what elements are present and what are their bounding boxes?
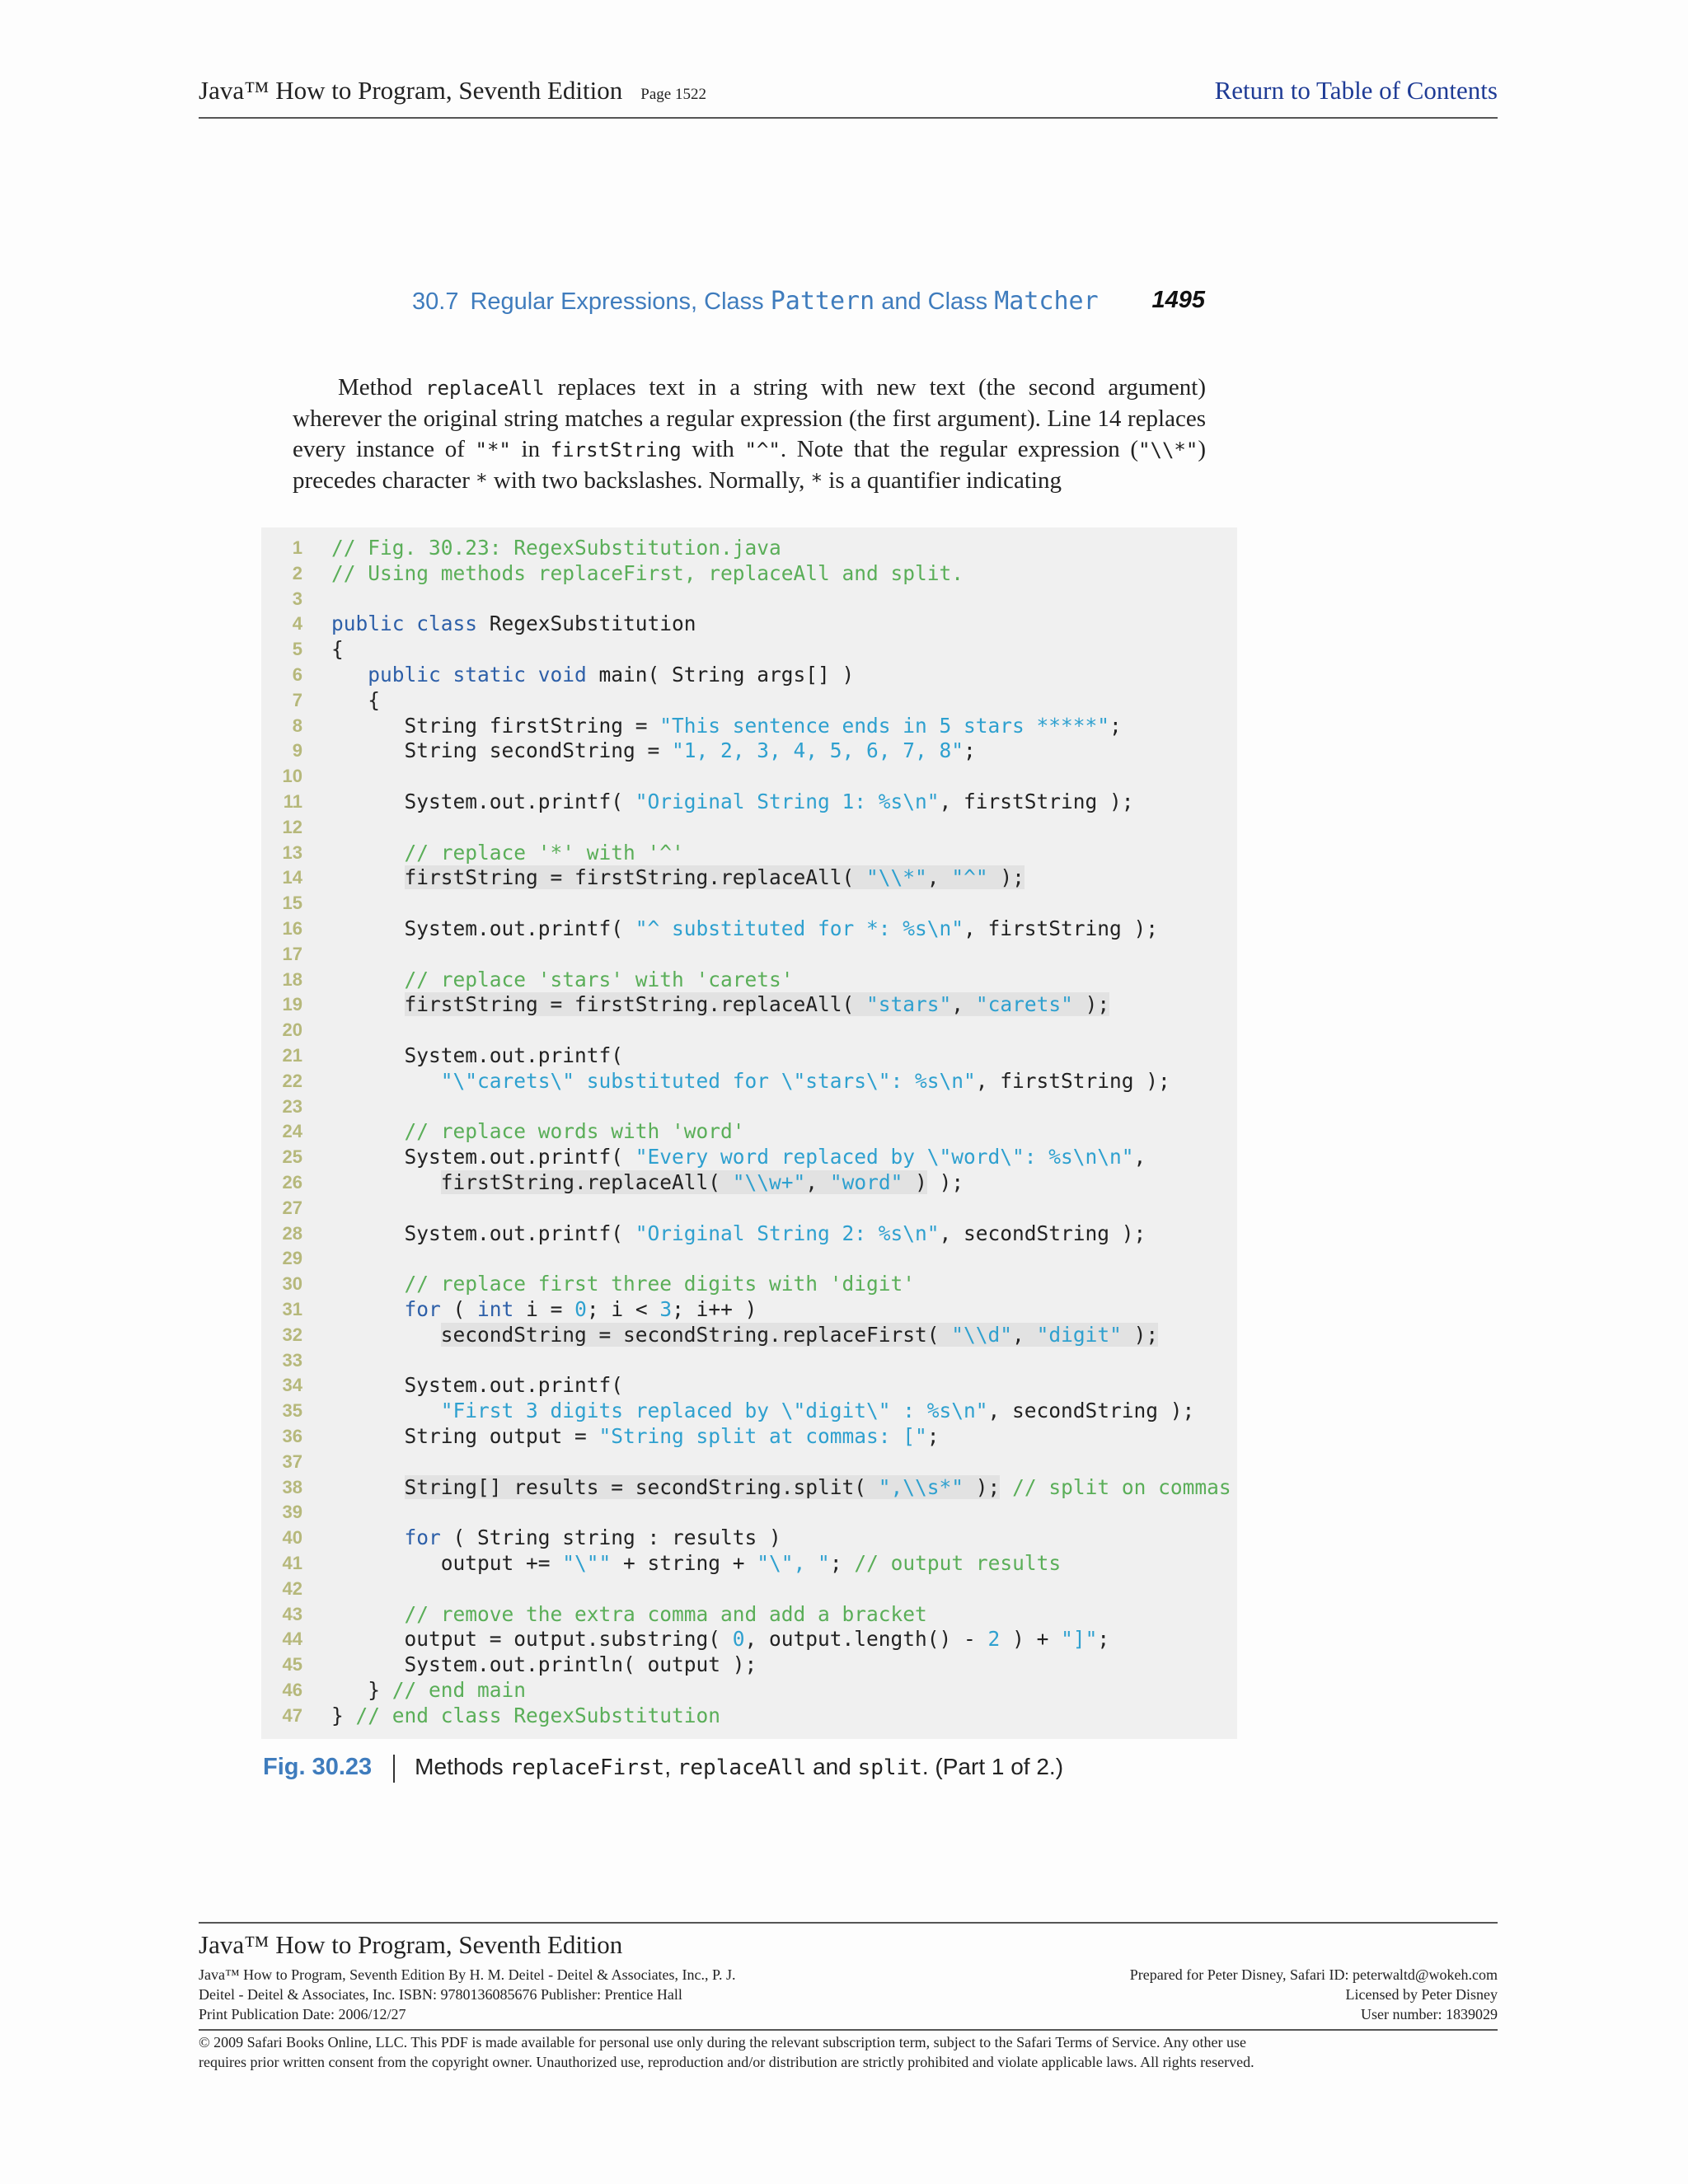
code-line: System.out.printf( xyxy=(331,1373,624,1398)
line-number: 12 xyxy=(282,816,302,837)
code-line: { xyxy=(331,637,344,662)
code-line: // replace 'stars' with 'carets' xyxy=(404,967,794,991)
line-number: 31 xyxy=(282,1299,302,1319)
line-number: 22 xyxy=(282,1070,302,1091)
line-number: 19 xyxy=(282,994,302,1015)
footer-prepared-for: Prepared for Peter Disney, Safari ID: peterwaltd@wokeh.com xyxy=(1129,1966,1498,1983)
code-line: output = output.substring( 0, output.length() - 2 ) + "]"; xyxy=(331,1627,1110,1652)
line-number: 23 xyxy=(282,1095,302,1117)
line-number: 14 xyxy=(282,867,302,888)
line-number: 17 xyxy=(282,943,302,964)
caption-divider xyxy=(393,1755,395,1783)
line-number: 35 xyxy=(282,1400,302,1422)
code-line: System.out.printf( "Original String 1: %s\n", firstString ); xyxy=(331,790,1134,813)
code-line: String[] results = secondString.split( ",\\s*" ); // split on commas xyxy=(404,1474,1231,1499)
line-number: 24 xyxy=(282,1121,302,1142)
footer-book-info-1: Java™ How to Program, Seventh Edition By H. M. Deitel - Deitel & Associates, Inc., P. J. xyxy=(199,1966,736,1983)
line-number: 27 xyxy=(282,1197,302,1218)
footer-user-number: User number: 1839029 xyxy=(1361,2006,1498,2022)
code-line: firstString = firstString.replaceAll( "stars", "carets" ); xyxy=(404,992,1110,1017)
line-number: 38 xyxy=(282,1476,302,1497)
page-footer xyxy=(199,1922,1498,2070)
line-number: 42 xyxy=(282,1577,302,1599)
line-number: 3 xyxy=(292,588,302,609)
code-line: "\"carets\" substituted for \"stars\": %s\n", firstString ); xyxy=(440,1068,1170,1093)
line-number: 46 xyxy=(282,1680,302,1700)
code-line: // replace first three digits with 'digit' xyxy=(404,1272,916,1296)
line-number: 6 xyxy=(292,664,302,685)
return-to-toc-link[interactable]: Return to Table of Contents xyxy=(1214,76,1498,105)
section-title-code2: Matcher xyxy=(994,287,1099,316)
line-number: 47 xyxy=(282,1704,302,1726)
line-number: 8 xyxy=(292,715,302,736)
line-number: 44 xyxy=(282,1629,302,1650)
code-line: firstString.replaceAll( "\\w+", "word" ) ); xyxy=(440,1170,964,1194)
code-line: // replace '*' with '^' xyxy=(404,840,684,865)
header-page-label: Page 1522 xyxy=(640,86,706,103)
line-number: 43 xyxy=(282,1603,302,1624)
section-title-part2: and Class xyxy=(874,288,995,315)
footer-book-info-2: Deitel - Deitel & Associates, Inc. ISBN: 9780136085676 Publisher: Prentice Hall xyxy=(199,1986,682,2003)
code-line: firstString = firstString.replaceAll( "\\*", "^" ); xyxy=(404,865,1025,890)
footer-licensed-by: Licensed by Peter Disney xyxy=(1345,1986,1498,2003)
code-listing xyxy=(261,527,1237,1739)
line-number: 7 xyxy=(292,689,302,710)
code-line: String firstString = "This sentence ends in 5 stars *****"; xyxy=(331,713,1122,738)
footer-copyright-2: requires prior written consent from the copyright owner. Unauthorized use, reproduction and/or distribution are strictly prohibited and violate applicable laws. All rights reserved. xyxy=(199,2054,1254,2070)
footer-print-date: Print Publication Date: 2006/12/27 xyxy=(199,2006,406,2022)
line-number: 28 xyxy=(282,1222,302,1244)
line-number: 26 xyxy=(282,1172,302,1193)
code-line: System.out.printf( "Original String 2: %s\n", secondString ); xyxy=(331,1221,1146,1245)
footer-copyright-1: © 2009 Safari Books Online, LLC. This PDF is made available for personal use only during the relevant subscription term, subject to the Safari Terms of Service. Any other use xyxy=(199,2034,1246,2050)
code-line: } // end class RegexSubstitution xyxy=(331,1703,721,1727)
line-number: 15 xyxy=(282,893,302,914)
footer-divider xyxy=(199,2029,1498,2031)
code-line: { xyxy=(331,687,381,712)
code-line: public class RegexSubstitution xyxy=(331,612,696,636)
code-line: String secondString = "1, 2, 3, 4, 5, 6, 7, 8"; xyxy=(331,738,976,763)
code-line: "First 3 digits replaced by \"digit\" : %s\n", secondString ); xyxy=(440,1399,1195,1423)
line-number: 9 xyxy=(292,740,302,762)
code-line: System.out.println( output ); xyxy=(331,1652,757,1677)
figure-label: Fig. 30.23 xyxy=(263,1754,373,1780)
line-number: 36 xyxy=(282,1426,302,1446)
line-number: 33 xyxy=(282,1349,302,1371)
line-number: 21 xyxy=(282,1045,302,1066)
line-number: 32 xyxy=(282,1324,302,1345)
line-number: 4 xyxy=(292,613,302,635)
running-head xyxy=(412,287,1205,323)
footer-book-title: Java™ How to Program, Seventh Edition xyxy=(199,1930,623,1959)
code-line: } // end main xyxy=(331,1678,527,1702)
code-line: String output = "String split at commas: ["; xyxy=(331,1424,940,1448)
line-number: 30 xyxy=(282,1273,302,1295)
code-line: for ( String string : results ) xyxy=(404,1526,781,1550)
code-line: output += "\"" + string + "\", "; // output results xyxy=(331,1551,1062,1575)
section-number: 30.7 xyxy=(412,288,459,315)
line-number: 2 xyxy=(292,562,302,583)
line-number: 11 xyxy=(283,791,302,812)
code-line: // remove the extra comma and add a bracket xyxy=(404,1601,927,1626)
code-line: // replace words with 'word' xyxy=(404,1119,745,1144)
section-title-code1: Pattern xyxy=(770,287,875,316)
line-number: 37 xyxy=(282,1451,302,1472)
line-number: 20 xyxy=(282,1019,302,1041)
code-line: secondString = secondString.replaceFirst( "\\d", "digit" ); xyxy=(440,1322,1159,1347)
line-number: 25 xyxy=(282,1146,302,1168)
figure-caption: Fig. 30.23 Methods replaceFirst, replaceAll and split. (Part 1 of 2.) xyxy=(263,1754,1252,1783)
line-number: 16 xyxy=(282,918,302,939)
body-paragraph: Method replaceAll replaces text in a string with new text (the second argument) wherever the original string matches a regular expression (the first argument). Line 14 replaces every instance of "*" in firstString with "^". Note that the regular expression ("\\*") precedes character * with two backslashes. Normally, * is a quantifier indicating xyxy=(293,374,1206,494)
line-number: 5 xyxy=(292,639,302,660)
line-number: 29 xyxy=(282,1248,302,1269)
code-line: for ( int i = 0; i < 3; i++ ) xyxy=(404,1297,757,1321)
line-number: 13 xyxy=(282,841,302,863)
line-number: 39 xyxy=(282,1502,302,1523)
code-line: System.out.printf( "Every word replaced by \"word\": %s\n\n", xyxy=(331,1145,1146,1169)
code-line: public static void main( String args[] ) xyxy=(368,663,855,687)
code-line: System.out.printf( xyxy=(331,1043,624,1067)
code-line: // Using methods replaceFirst, replaceAll and split. xyxy=(331,560,964,585)
line-number: 45 xyxy=(282,1654,302,1675)
book-page-number: 1495 xyxy=(1151,287,1205,313)
code-line: // Fig. 30.23: RegexSubstitution.java xyxy=(331,536,781,560)
line-number: 40 xyxy=(282,1527,302,1549)
header-book-title: Java™ How to Program, Seventh Edition Page 1522 xyxy=(199,76,706,105)
section-title-part1: Regular Expressions, Class xyxy=(470,288,771,315)
line-number: 18 xyxy=(282,968,302,990)
line-number: 41 xyxy=(282,1553,302,1573)
code-line: System.out.printf( "^ substituted for *: %s\n", firstString ); xyxy=(331,916,1159,940)
line-number: 1 xyxy=(292,537,302,558)
page-header xyxy=(199,76,1498,119)
line-number: 10 xyxy=(282,766,302,787)
line-number: 34 xyxy=(282,1375,302,1396)
